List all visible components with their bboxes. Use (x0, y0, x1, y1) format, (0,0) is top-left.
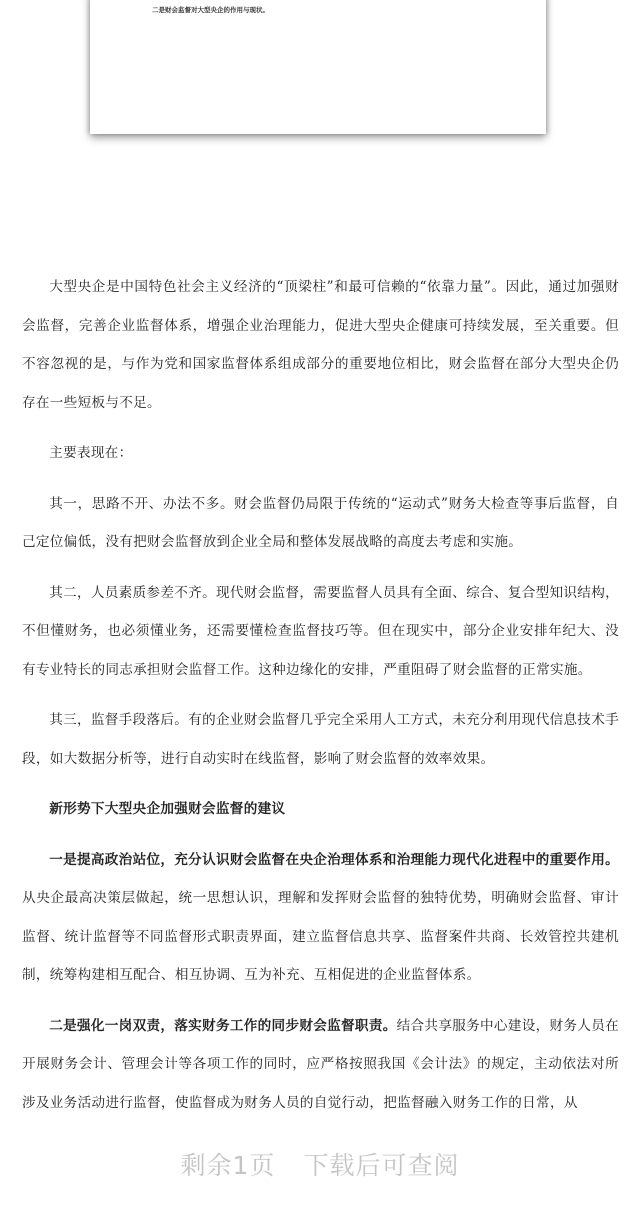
suggestion-1-lead: 一是提高政治站位，充分认识财会监督在央企治理体系和治理能力现代化进程中的重要作用。 (49, 851, 619, 868)
paragraph-issue-2: 其二，人员素质参差不齐。现代财会监督，需要监督人员具有全面、综合、复合型知识结构，不但懂财务，也必须懂业务，还需要懂检查监督技巧等。但在现实中，部分企业安排年纪大、没有专业特长的同志承担财会监督工作。这种边缘化的安排，严重阻碍了财会监督的正常实施。 (22, 584, 619, 678)
suggestion-1-body: 从央企最高决策层做起，统一思想认识，理解和发挥财会监督的独特优势，明确财会监督、审计监督、统计监督等不同监督形式职责界面，建立监督信息共享、监督案件共商、长效管控共建机制，统筹构建相互配合、相互协调、互为补充、互相促进的企业监督体系。 (22, 890, 619, 983)
suggestion-2-lead: 二是强化一岗双责，落实财务工作的同步财会监督职责。 (49, 1017, 397, 1034)
paragraph-suggestion-1 (22, 841, 619, 995)
download-to-read-banner[interactable] (0, 1141, 640, 1187)
paragraph-suggestion-2 (22, 1007, 619, 1123)
paragraph-issue-3: 其三，监督手段落后。有的企业财会监督几乎完全采用人工方式，未充分利用现代信息技术手段，如大数据分析等，进行自动实时在线监督，影响了财会监督的效率效果。 (22, 712, 619, 767)
section-heading: 新形势下大型央企加强财会监督的建议 (49, 801, 286, 817)
preview-text-line: 二是财会监督对大型央企的作用与现状。 (152, 6, 269, 14)
previous-page-preview (90, 0, 546, 134)
article-body (22, 268, 619, 1134)
suggestion-2-body: 结合共享服务中心建设，财务人员在开展财务会计、管理会计等各项工作的同时，应严格按照我国《会计法》的规定，主动依法对所涉及业务活动进行监督，使监督成为财务人员的自觉行动，把监督融入财务工作的日常，从 (22, 1017, 619, 1111)
paragraph-issue-1: 其一，思路不开、办法不多。财会监督仍局限于传统的“运动式”财务大检查等事后监督，自己定位偏低，没有把财会监督放到企业全局和整体发展战略的高度去考虑和实施。 (22, 495, 619, 550)
download-to-view-label: 下载后可查阅 (303, 1151, 460, 1180)
paragraph-intro: 大型央企是中国特色社会主义经济的“顶梁柱”和最可信赖的“依靠力量”。因此，通过加强财会监督，完善企业监督体系，增强企业治理能力，促进大型央企健康可持续发展，至关重要。但不容忽视的是，与作为党和国家监督体系组成部分的重要地位相比，财会监督在部分大型央企仍存在一些短板与不足。 (22, 279, 619, 411)
remaining-pages-label: 剩余1页 (180, 1151, 276, 1180)
paragraph-main-issues: 主要表现在： (49, 445, 133, 461)
